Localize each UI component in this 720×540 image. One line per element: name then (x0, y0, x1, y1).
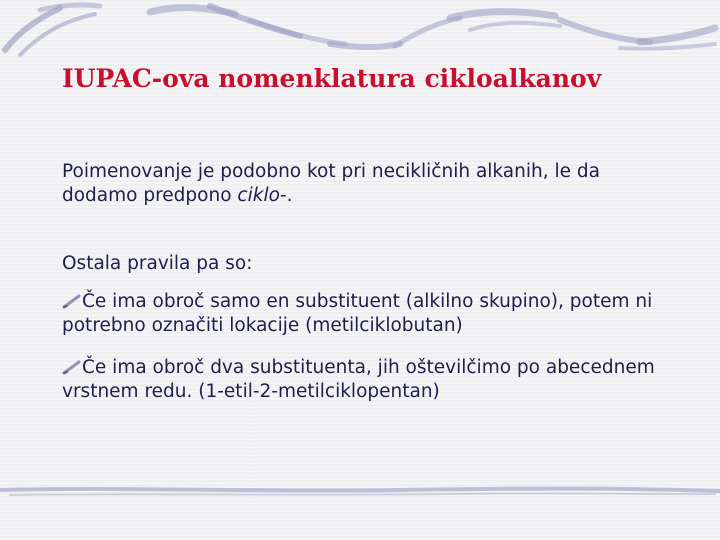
pencil-bullet-icon (62, 293, 82, 309)
intro-paragraph (62, 160, 662, 208)
decorative-top-swirls (0, 0, 720, 62)
pencil-bullet-icon (62, 359, 82, 375)
intro-prefix-italic: ciklo- (237, 185, 287, 206)
intro-text-end: . (286, 185, 293, 206)
decorative-bottom-rule (0, 482, 720, 504)
bullet-text: Če ima obroč dva substituenta, jih oštevilčimo po abecednem vrstnem redu. (1-etil-2-metilciklopentan) (62, 357, 655, 402)
rules-heading: Ostala pravila pa so: (62, 253, 253, 274)
intro-text: Poimenovanje je podobno kot pri necikličnih alkanih, le da dodamo predpono (62, 161, 600, 206)
bullet-item-2 (62, 356, 662, 404)
slide-title: IUPAC-ova nomenklatura cikloalkanov (62, 64, 602, 93)
bullet-item-1 (62, 290, 662, 338)
bullet-text: Če ima obroč samo en substituent (alkilno skupino), potem ni potrebno označiti lokacije (metilciklobutan) (62, 291, 653, 336)
